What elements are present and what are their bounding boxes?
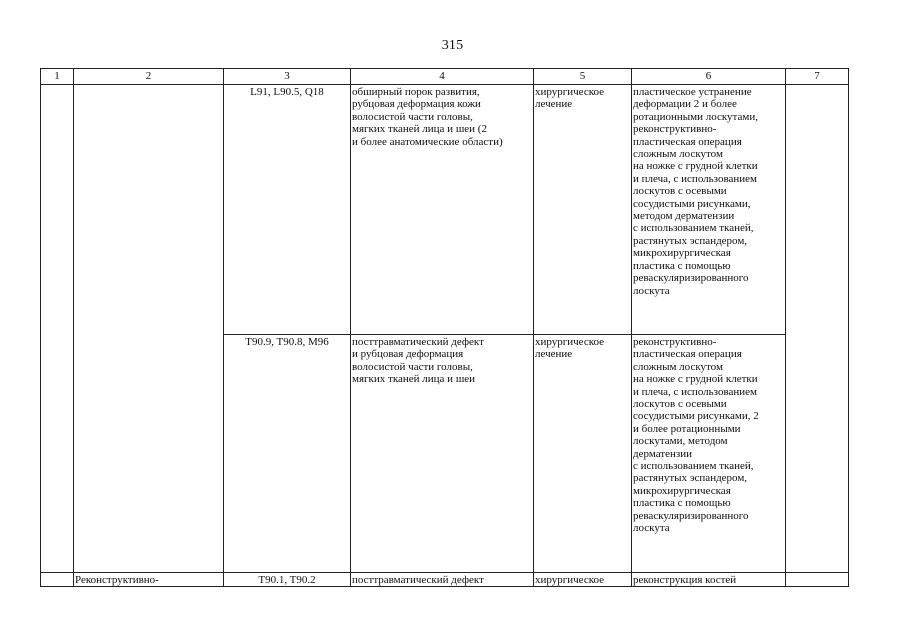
column-header: 6 bbox=[632, 69, 786, 85]
diagnosis-codes: L91, L90.5, Q18 bbox=[250, 86, 324, 98]
treatment-method-cell bbox=[632, 335, 786, 573]
group-name-text: Реконструктивно- bbox=[75, 574, 159, 586]
diagnosis-codes-cell bbox=[224, 335, 351, 573]
diagnosis-text: посттравматический дефект и рубцовая деформация волосистой части головы, мягких тканей лица и шеи bbox=[352, 336, 484, 386]
group-name-cell bbox=[74, 85, 224, 573]
treatment-type-cell bbox=[534, 335, 632, 573]
column-header: 2 bbox=[74, 69, 224, 85]
extra-cell bbox=[786, 85, 849, 573]
treatment-type-text: хирургическое лечение bbox=[535, 336, 605, 361]
treatment-method-cell bbox=[632, 85, 786, 335]
treatment-type-text: хирургическое bbox=[535, 574, 605, 586]
diagnosis-text: посттравматический дефект bbox=[352, 574, 484, 586]
treatment-method-cell bbox=[632, 573, 786, 587]
diagnosis-cell bbox=[351, 335, 534, 573]
treatment-type-cell bbox=[534, 573, 632, 587]
diagnosis-codes: T90.9, T90.8, M96 bbox=[245, 336, 329, 348]
table-row bbox=[41, 573, 849, 587]
diagnosis-cell bbox=[351, 573, 534, 587]
diagnosis-codes-cell bbox=[224, 85, 351, 335]
treatment-type-cell bbox=[534, 85, 632, 335]
number-cell bbox=[41, 573, 74, 587]
group-name-cell bbox=[74, 573, 224, 587]
treatment-method-text: реконструкция костей bbox=[633, 574, 737, 586]
column-header: 7 bbox=[786, 69, 849, 85]
extra-cell bbox=[786, 573, 849, 587]
table-row bbox=[41, 85, 849, 335]
column-header: 4 bbox=[351, 69, 534, 85]
column-header: 3 bbox=[224, 69, 351, 85]
diagnosis-codes-cell bbox=[224, 573, 351, 587]
treatment-method-text: реконструктивно- пластическая операция сложным лоскутом на ножке с грудной клетки и плеча, с использованием лоскутов с осевыми сосудистыми рисунками, 2 и более ротационными лоскутами, методом дерматензии с использованием тканей, растянутых эспандером, микрохирургическая пластика с помощью реваскуляризированного лоскута bbox=[633, 336, 759, 535]
diagnosis-codes: T90.1, T90.2 bbox=[258, 574, 316, 586]
number-cell bbox=[41, 85, 74, 573]
table-header-row bbox=[41, 69, 849, 85]
treatment-method-text: пластическое устранение деформации 2 и более ротационными лоскутами, реконструктивно- пластическая операция сложным лоскутом на ножке с грудной клетки и плеча, с использованием лоскутов с осевыми сосудистыми рисунками, методом дерматензии с использованием тканей, растянутых эспандером, микрохирургическая пластика с помощью реваскуляризированного лоскута bbox=[633, 86, 758, 297]
diagnosis-cell bbox=[351, 85, 534, 335]
treatment-type-text: хирургическое лечение bbox=[535, 86, 605, 111]
diagnosis-text: обширный порок развития, рубцовая деформация кожи волосистой части головы, мягких тканей лица и шеи (2 и более анатомические области) bbox=[352, 86, 503, 148]
procedures-table bbox=[40, 68, 849, 587]
column-header: 5 bbox=[534, 69, 632, 85]
page-number: 315 bbox=[441, 38, 464, 53]
column-header: 1 bbox=[41, 69, 74, 85]
